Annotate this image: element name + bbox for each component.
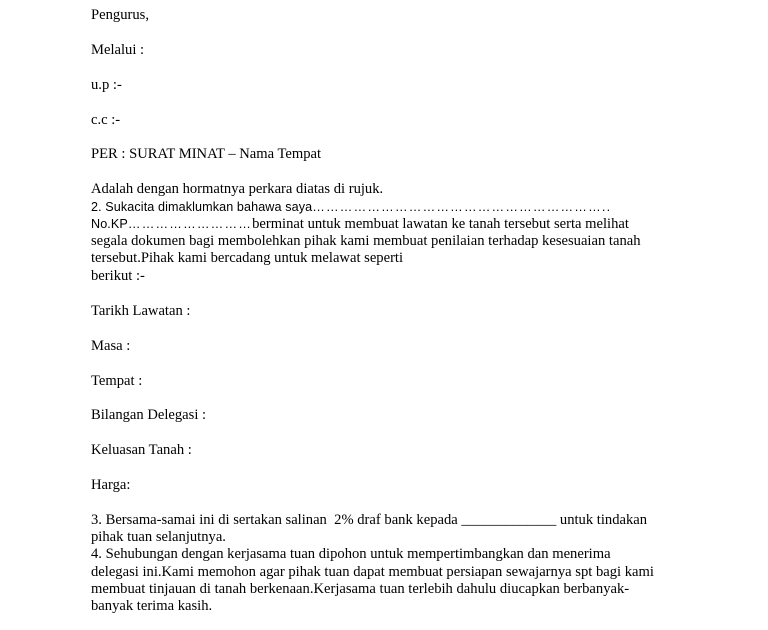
- up-line: u.p :-: [91, 77, 122, 93]
- para4-line2: delegasi ini.Kami memohon agar pihak tuan dapat membuat persiapan sewajarnya spt bagi kami: [91, 564, 654, 580]
- subject-line: PER : SURAT MINAT – Nama Tempat: [91, 146, 322, 162]
- para2-line2-label: No.KP: [91, 217, 128, 231]
- para2-line4: tersebut.Pihak kami bercadang untuk melawat seperti: [91, 250, 404, 266]
- field-price: Harga:: [91, 477, 131, 493]
- field-time: Masa :: [91, 338, 131, 354]
- para2-line2-dots: ………………………: [127, 217, 253, 231]
- via-line: Melalui :: [91, 42, 145, 58]
- intro-line: Adalah dengan hormatnya perkara diatas di rujuk.: [91, 181, 384, 197]
- para2-line1-dots: ………………………………………………………..: [312, 200, 612, 214]
- para2-line1: [91, 199, 611, 216]
- field-delegates: Bilangan Delegasi :: [91, 407, 207, 423]
- para2-line2: [91, 216, 629, 233]
- para2-line1-text: 2. Sukacita dimaklumkan bahawa saya: [91, 200, 313, 214]
- para2-line2-text: berminat untuk membuat lawatan ke tanah tersebut serta melihat: [252, 216, 629, 232]
- cc-line: c.c :-: [91, 112, 121, 128]
- para3-line2: pihak tuan selanjutnya.: [91, 529, 226, 545]
- field-land-area: Keluasan Tanah :: [91, 442, 192, 458]
- para4-line4: banyak terima kasih.: [91, 598, 213, 614]
- para2-line5: berikut :-: [91, 268, 145, 284]
- recipient-line: Pengurus,: [91, 7, 149, 23]
- para4-line3: membuat tinjauan di tanah berkenaan.Kerjasama tuan terlebih dahulu diucapkan berbanyak-: [91, 581, 630, 597]
- field-visit-date: Tarikh Lawatan :: [91, 303, 191, 319]
- field-place: Tempat :: [91, 373, 143, 389]
- para3-line1: 3. Bersama-samai ini di sertakan salinan 2% draf bank kepada _____________ untuk tindakan: [91, 512, 648, 528]
- para2-line3: segala dokumen bagi membolehkan pihak kami membuat penilaian terhadap kesesuaian tanah: [91, 233, 641, 249]
- para4-line1: 4. Sehubungan dengan kerjasama tuan dipohon untuk mempertimbangkan dan menerima: [91, 546, 611, 562]
